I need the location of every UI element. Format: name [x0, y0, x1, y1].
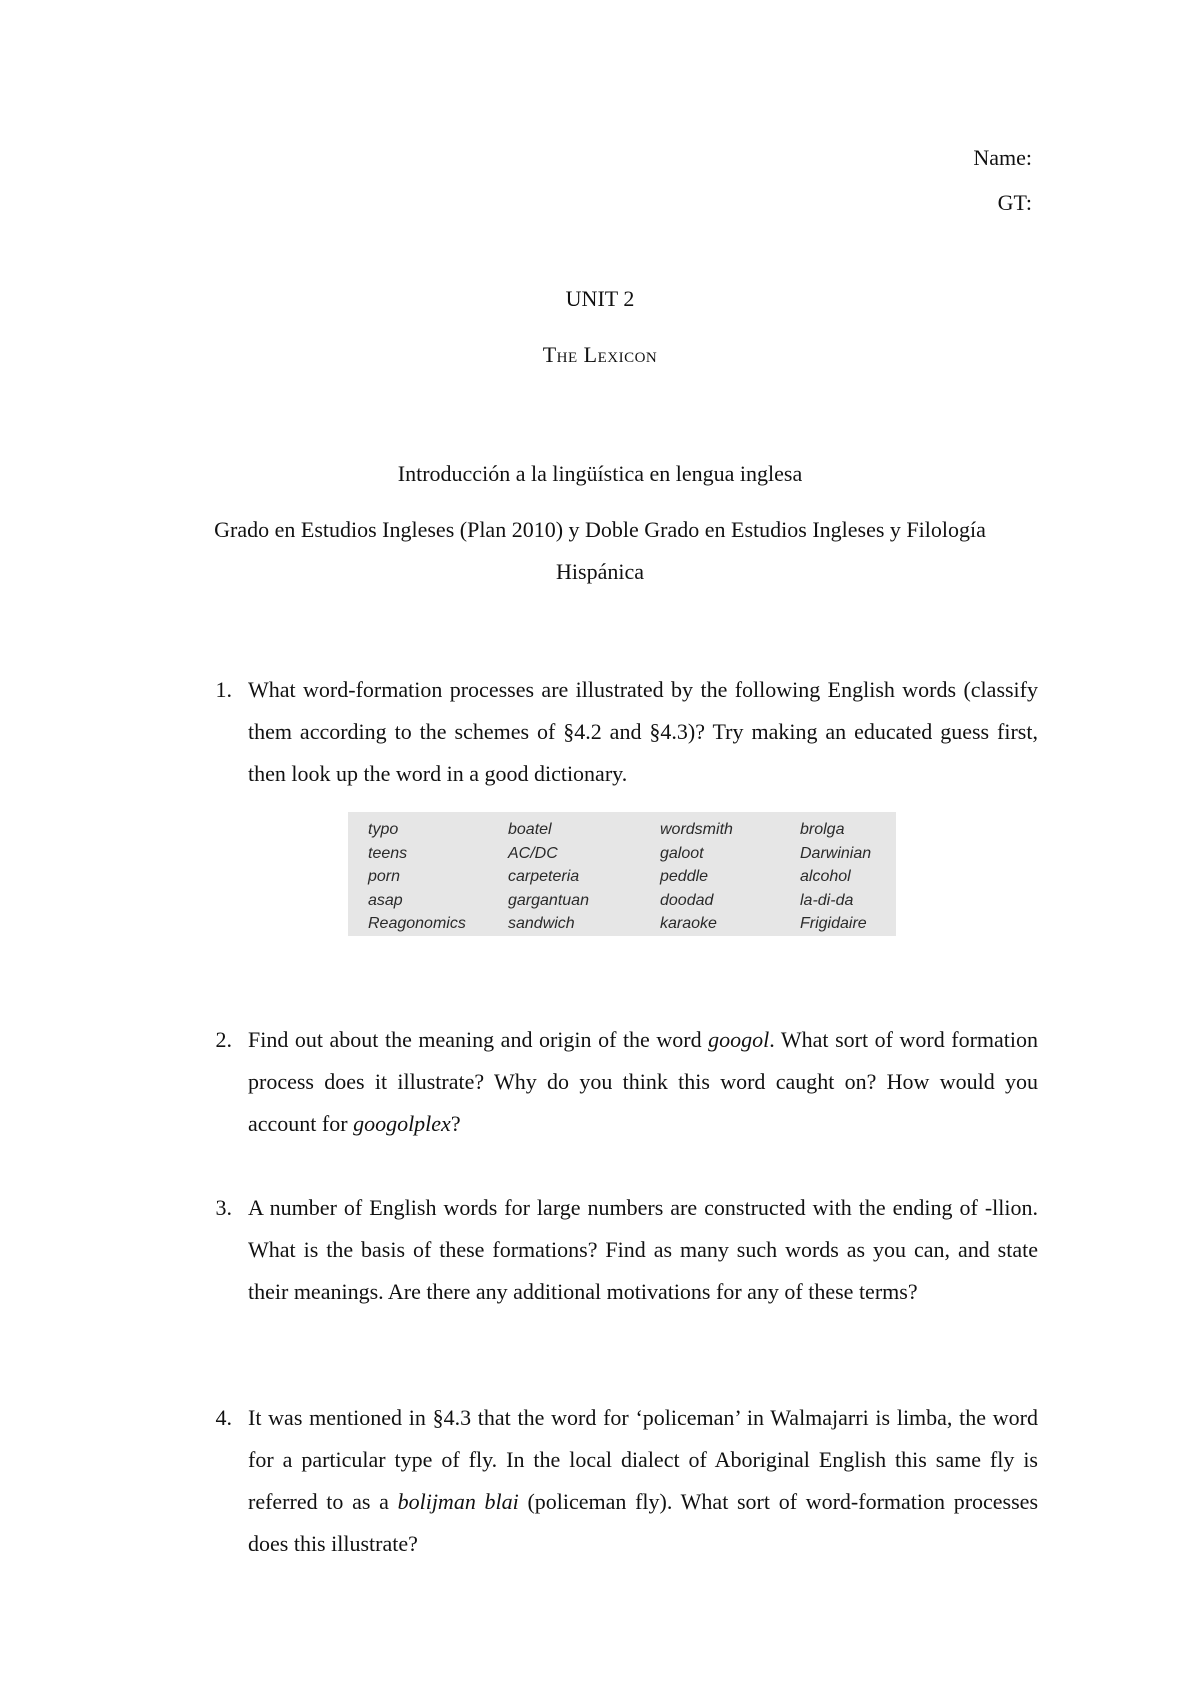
degree-line-2: Hispánica	[556, 559, 644, 584]
text-run: (policeman fly). What sort of word-formation processes does this illustrate?	[248, 1489, 1039, 1556]
word: AC/DC	[508, 844, 558, 862]
word-column	[368, 818, 466, 936]
gt-label: GT:	[997, 190, 1032, 215]
word: sandwich	[508, 915, 575, 932]
question-text: What word-formation processes are illustrated by the following English words (classify them according to the schemes of §4.2 and §4.3)? Try making an educated guess first, then look up the word in a good dictionary.	[248, 677, 1038, 786]
question-number: 2.	[215, 1027, 232, 1052]
word-list-table	[348, 812, 896, 936]
italic-term: googol	[708, 1027, 770, 1052]
word: brolga	[800, 821, 845, 838]
course-name: Introducción a la lingüística en lengua inglesa	[397, 461, 803, 486]
word: Reagonomics	[368, 915, 466, 932]
word: galoot	[660, 844, 704, 862]
question-number: 1.	[215, 677, 232, 702]
word: gargantuan	[508, 891, 589, 909]
word: alcohol	[800, 868, 851, 885]
question-4	[208, 1397, 1038, 1565]
question-text	[248, 1019, 1038, 1145]
italic-term: googolplex	[353, 1111, 451, 1136]
word: asap	[368, 891, 403, 909]
question-text: A number of English words for large numbers are constructed with the ending of -llion. What is the basis of these formations? Find as many such words as you can, and state their meanings. Are there any additional motivations for any of these terms?	[248, 1195, 1038, 1304]
word: doodad	[660, 891, 714, 909]
question-1	[208, 669, 1038, 795]
italic-term: bolijman blai	[397, 1489, 519, 1514]
word: karaoke	[660, 915, 717, 932]
word: Frigidaire	[800, 915, 867, 932]
question-number: 4.	[215, 1405, 232, 1430]
word-column	[660, 818, 733, 936]
unit-title: UNIT 2	[565, 286, 635, 311]
text-run: . What sort of word formation process does it illustrate? Why do you think this word caught on? How would you account for	[248, 1027, 1038, 1136]
degree-line-1: Grado en Estudios Ingleses (Plan 2010) y Doble Grado en Estudios Ingleses y Filología	[214, 517, 986, 542]
question-3	[208, 1187, 1038, 1313]
word: typo	[368, 821, 399, 838]
word: peddle	[660, 868, 709, 885]
word: teens	[368, 844, 408, 862]
name-label: Name:	[973, 145, 1032, 170]
unit-subtitle: The Lexicon	[542, 342, 658, 367]
question-text	[248, 1397, 1038, 1565]
word-column	[508, 818, 589, 936]
text-run: ?	[450, 1111, 461, 1136]
word: la-di-da	[800, 891, 854, 909]
question-2	[208, 1019, 1038, 1145]
word: porn	[368, 868, 401, 885]
word: boatel	[508, 821, 552, 838]
text-run: Find out about the meaning and origin of the word	[248, 1027, 709, 1052]
word: Darwinian	[800, 844, 872, 862]
word: carpeteria	[508, 868, 580, 885]
question-number: 3.	[215, 1195, 232, 1220]
word-column	[800, 818, 871, 936]
word: wordsmith	[660, 821, 733, 838]
text-run: It was mentioned in §4.3 that the word for ‘policeman’ in Walmajarri is limba, the word for a particular type of fly. In the local dialect of Aboriginal English this same fly is referred to as a	[248, 1405, 1038, 1514]
